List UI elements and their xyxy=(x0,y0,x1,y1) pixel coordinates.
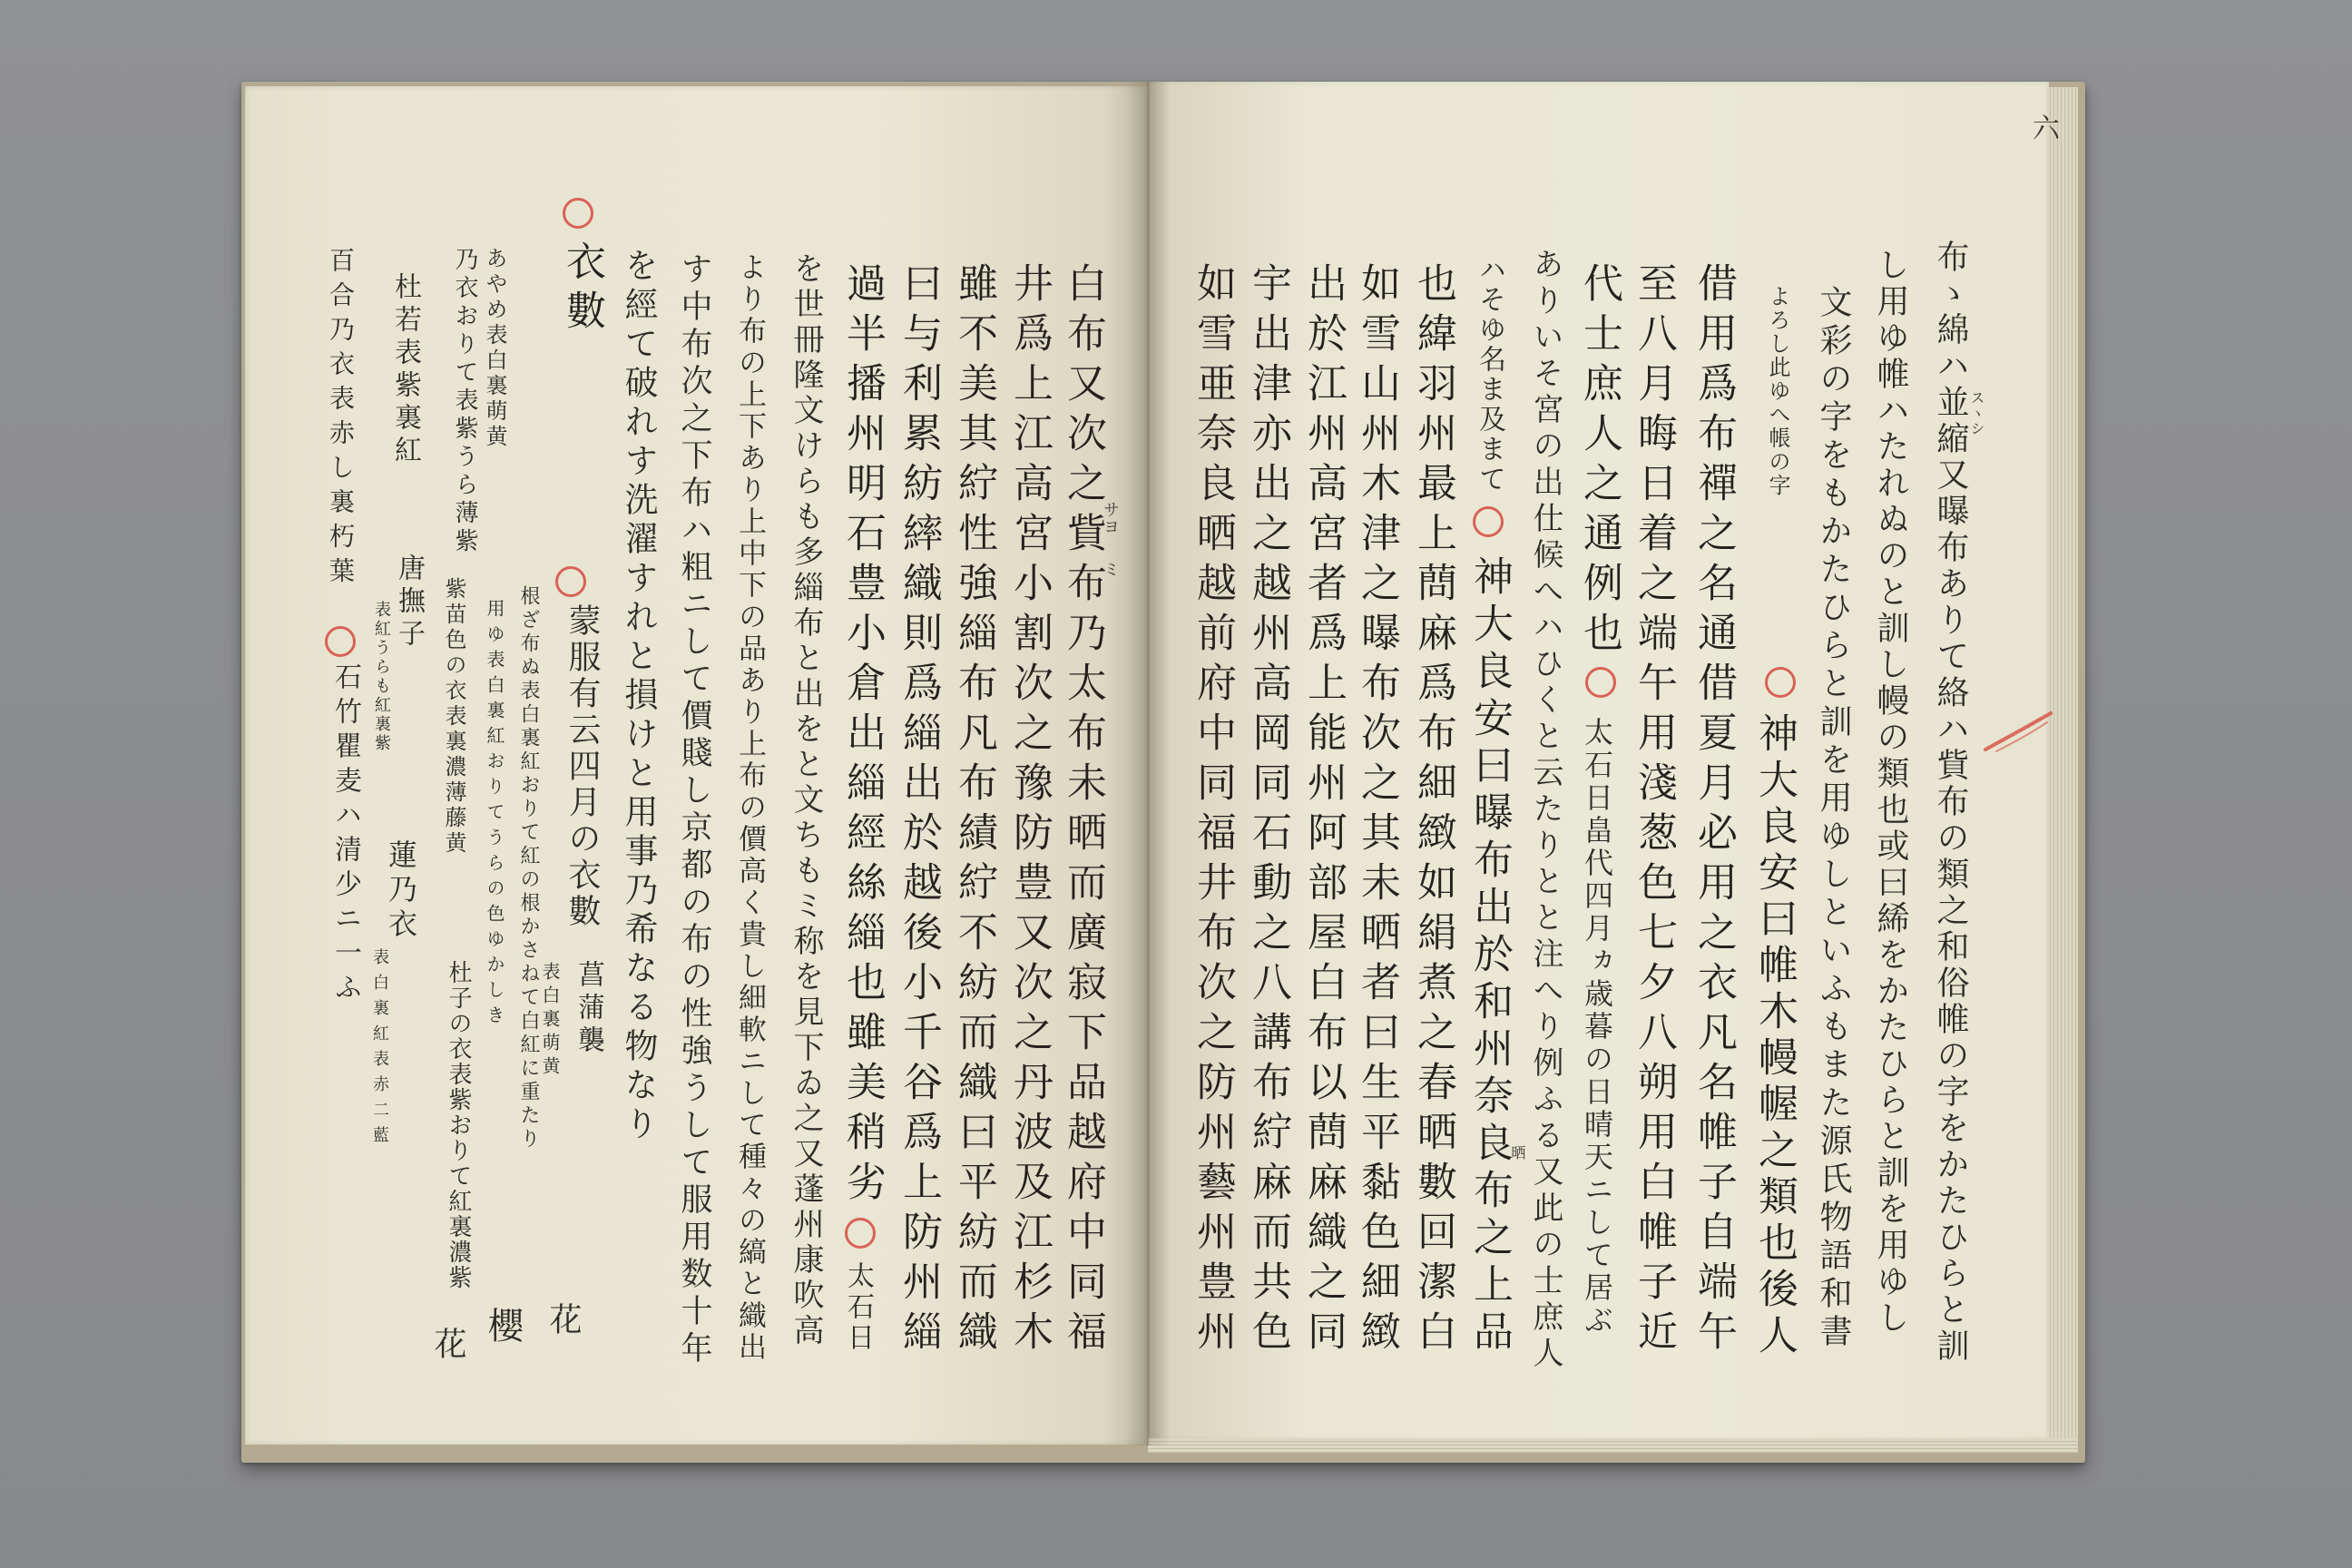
text-column: 神大良安曰帷木幔幄之類也後人 xyxy=(1751,712,1798,1360)
red-circle-mark xyxy=(1473,506,1504,537)
ruby-annotation: 晒 xyxy=(1509,1145,1526,1160)
text-column: 白布又次之貲布乃太布未晒而廣寂下品越府中同福 xyxy=(1060,262,1106,1360)
red-brush-mark xyxy=(1978,704,2060,762)
page-edges-right xyxy=(2047,87,2078,1448)
page-edges-bottom xyxy=(1148,1438,2078,1453)
text-column: より布の上下あり上中下の品あり上布の價高く貴し細軟ニして種々の縞と織出 xyxy=(733,252,766,1364)
text-column: 杜若表紫裏紅 xyxy=(389,272,421,468)
text-column: 曰与利累紡繂織則爲緇出於越後小千谷爲上防州緇 xyxy=(896,262,942,1360)
text-column: 唐撫子 xyxy=(393,554,425,652)
text-column: 百合乃衣表赤し裏朽葉 xyxy=(326,247,356,592)
text-column: 借用爲布禪之名通借夏月必用之衣凡名帷子自端午 xyxy=(1690,262,1737,1360)
text-column: あやめ表白裏萌黄 xyxy=(482,247,507,450)
text-column: を世冊隆文けらも多緇布と出をと文ちもミ称を見下ゐ之又蓬州康吹高 xyxy=(788,252,824,1349)
text-column: 杜子の衣表紫おりて紅裏濃紫 xyxy=(445,960,472,1290)
text-column: 宇出津亦出之越州高岡同石動之八講布紵麻而共色 xyxy=(1245,262,1291,1360)
text-column: す中布次之下布ハ粗ニして價賤し京都の布の性強うして服用数十年 xyxy=(676,252,712,1368)
text-column: 文彩の字をもかたひらと訓を用ゆしといふもまた源氏物語和書 xyxy=(1815,285,1852,1352)
ruby-annotation: ミ xyxy=(1101,561,1120,577)
red-circle-mark xyxy=(325,626,356,657)
text-column: 表白裏紅表赤二藍 xyxy=(370,948,389,1152)
text-column: 如雪山州木津之曝布次之其未晒者曰生平黏色細緻 xyxy=(1354,262,1400,1360)
text-column: 布ゝ綿ハ並縮又曝布ありて絡ハ貲布の類之和俗帷の字をかたひらと訓 xyxy=(1932,240,1969,1365)
text-column: 紫苗色の衣表裏濃薄藤黄 xyxy=(441,577,466,857)
text-column: し用ゆ帷ハたれぬのと訓し幔の類也或曰絺をかたひらと訓を用ゆし xyxy=(1872,248,1909,1337)
text-column: 如雪亜奈良晒越前府中同福井布次之防州藝州豊州 xyxy=(1190,262,1236,1360)
text-column: 井爲上江高宮小割次之豫防豊又次之丹波及江杉木 xyxy=(1006,262,1053,1360)
text-column: 至八月晦日着之端午用淺葱色七夕八朔用白帷子近 xyxy=(1631,262,1677,1360)
gutter-shadow xyxy=(1125,82,1171,1446)
text-column: よろし此ゆへ帳の字 xyxy=(1765,285,1790,497)
text-column: 石竹瞿麦ハ清少ニ一ふ xyxy=(329,662,361,1007)
text-column: 太石日畠代四月ヵ歳暮の日晴天ニして居ぶ xyxy=(1580,717,1614,1338)
text-column: 櫻 xyxy=(482,1307,524,1343)
text-column: 蓮乃衣 xyxy=(384,839,418,943)
red-circle-mark xyxy=(845,1218,876,1249)
text-column: ありいそ宮の出仕候へハひくと云たりとと注へり例ふる又此の士庶人 xyxy=(1527,248,1563,1373)
text-column: 表紅うらも紅裏紫 xyxy=(372,601,391,753)
ruby-annotation: サヨ xyxy=(1101,501,1120,535)
text-column: 雖不美其紵性強緇布凡布績紵不紡而織曰平紡而織 xyxy=(951,262,997,1360)
text-column: 太石日 xyxy=(842,1261,874,1354)
ruby-annotation: スヽシ xyxy=(1968,390,1985,436)
text-column: 花 xyxy=(429,1327,466,1359)
text-column: 乃衣おりて表紫うら薄紫 xyxy=(451,247,478,556)
text-column: 用ゆ表白裏紅おりてうらの色ゆかしき xyxy=(484,599,505,1031)
text-column: 表白裏萌黄 xyxy=(539,962,561,1080)
red-circle-mark xyxy=(1585,667,1616,698)
text-column: 代士庶人之通例也 xyxy=(1576,262,1622,662)
text-column: 也緯羽州最上蔄麻爲布細緻如絹煮之春晒數回潔白 xyxy=(1410,262,1456,1360)
red-circle-mark xyxy=(555,566,586,597)
text-column: 過半播州明石豊小倉出緇經絲緇也雖美稍劣 xyxy=(839,262,886,1210)
text-column: を經て破れす洗濯すれと損けと用事乃希なる物なり xyxy=(619,248,658,1145)
section-heading: 衣數 xyxy=(559,240,605,338)
text-column: 出於江州高宮者爲上能州阿部屋白布以蔄麻織之同 xyxy=(1300,262,1347,1360)
red-circle-mark xyxy=(563,198,593,229)
text-column: 神大良安曰曝布出於和州奈良布之上品 xyxy=(1466,555,1513,1357)
text-column: 菖蒲襲 xyxy=(573,960,604,1058)
page-number: 六 xyxy=(2027,113,2059,141)
text-column: 根ざ布ぬ表白裏紅おりて紅の根かさねて白紅に重たり xyxy=(517,585,540,1152)
red-circle-mark xyxy=(1765,667,1796,698)
text-column: 花 xyxy=(544,1302,582,1335)
text-column: 蒙服有云四月の衣數 xyxy=(564,603,601,930)
text-column: ハそゆ名ま及まて xyxy=(1474,255,1505,495)
